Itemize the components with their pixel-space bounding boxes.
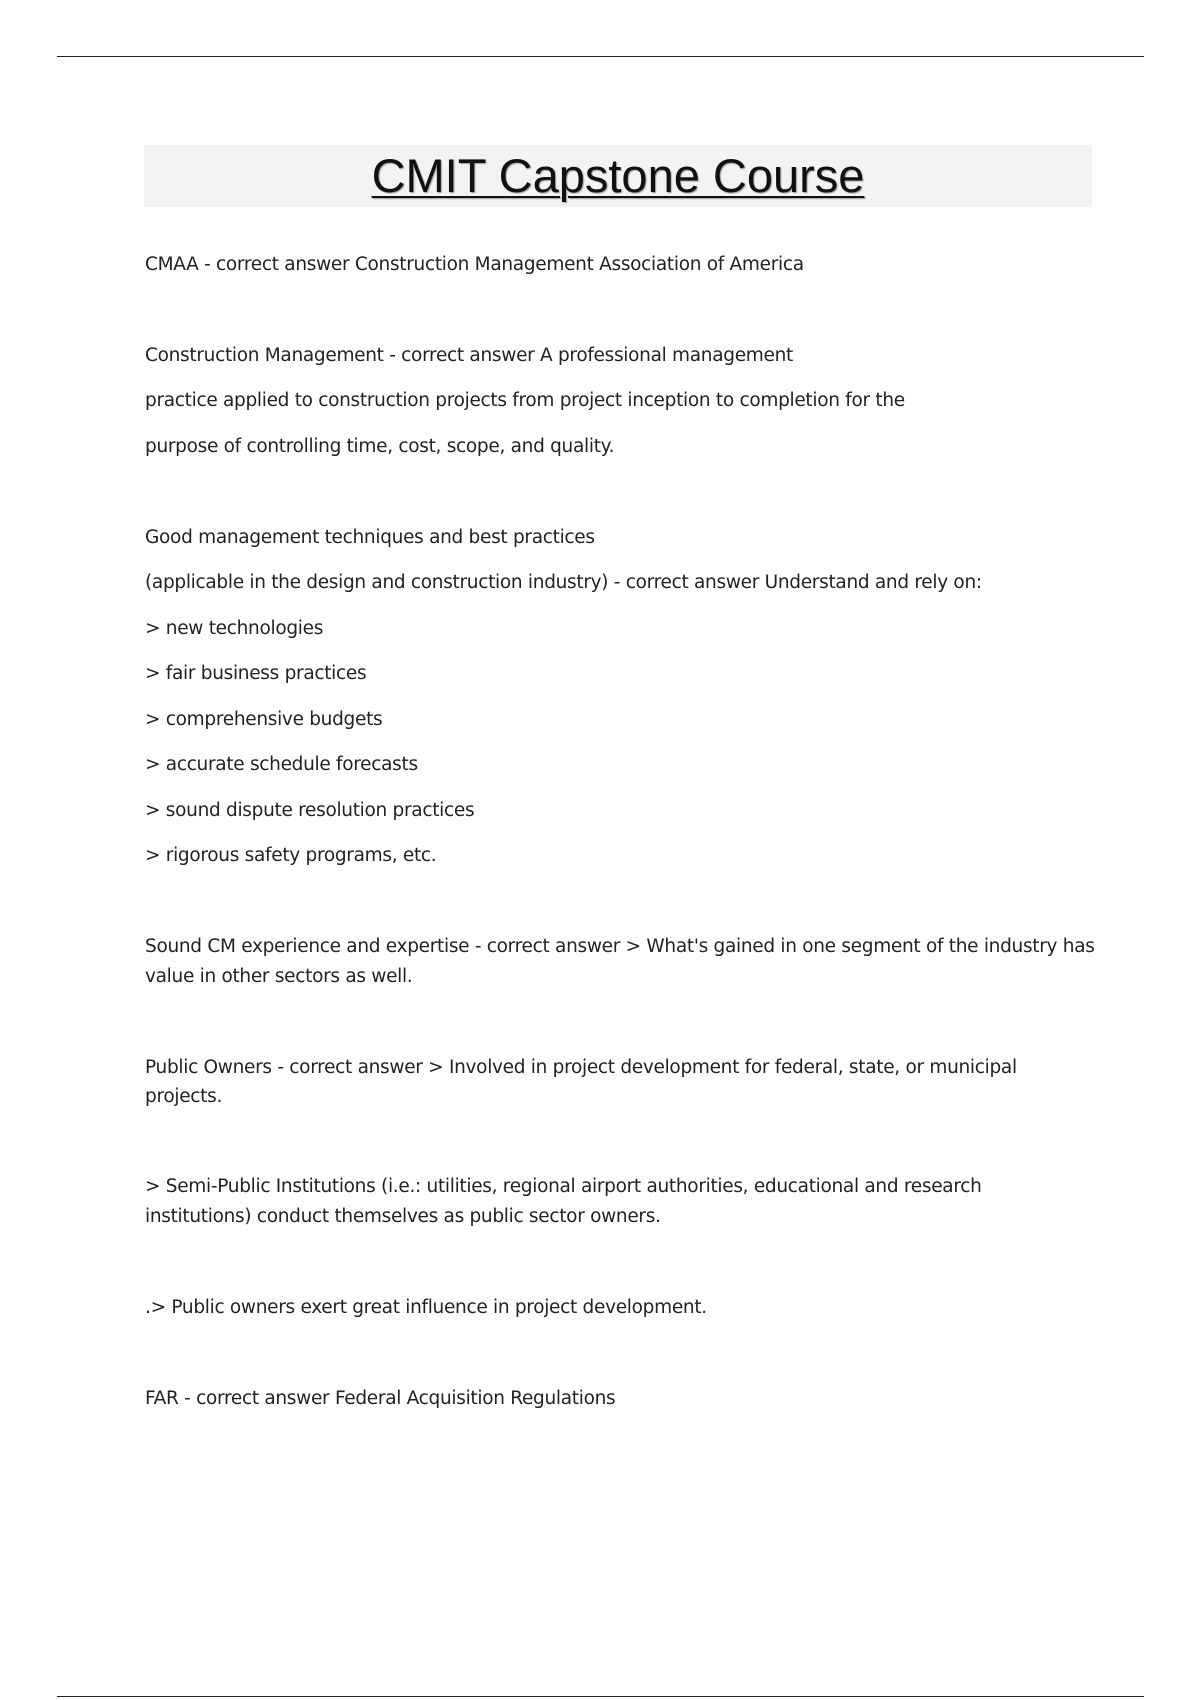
list-item-fair-business: > fair business practices — [145, 663, 367, 684]
entry-semi-public-line-1: > Semi-Public Institutions (i.e.: utilities, regional airport authorities, educational and research — [145, 1176, 982, 1197]
entry-cmaa: CMAA - correct answer Construction Management Association of America — [145, 254, 804, 275]
list-item-schedule: > accurate schedule forecasts — [145, 754, 418, 775]
list-item-dispute: > sound dispute resolution practices — [145, 800, 475, 821]
entry-cm-line-3: purpose of controlling time, cost, scope, and quality. — [145, 436, 615, 457]
page-title: CMIT Capstone Course — [371, 149, 865, 202]
entry-cm-line-2: practice applied to construction projects from project inception to completion for the — [145, 390, 905, 411]
list-item-safety: > rigorous safety programs, etc. — [145, 845, 437, 866]
entry-cm-line-1: Construction Management - correct answer A professional management — [145, 345, 793, 366]
entry-public-owners-line-2: projects. — [145, 1086, 223, 1107]
entry-public-owners-line-1: Public Owners - correct answer > Involved in project development for federal, state, or municipal — [145, 1057, 1017, 1078]
entry-semi-public-line-2: institutions) conduct themselves as public sector owners. — [145, 1206, 661, 1227]
entry-good-mgmt-line-2: (applicable in the design and construction industry) - correct answer Understand and rely on: — [145, 572, 982, 593]
bottom-rule — [57, 1696, 1144, 1697]
list-item-new-technologies: > new technologies — [145, 618, 324, 639]
entry-sound-cm-line-2: value in other sectors as well. — [145, 966, 413, 987]
title-banner — [144, 145, 1092, 207]
top-rule — [57, 56, 1144, 57]
entry-far: FAR - correct answer Federal Acquisition Regulations — [145, 1388, 616, 1409]
list-item-budgets: > comprehensive budgets — [145, 709, 383, 730]
entry-sound-cm-line-1: Sound CM experience and expertise - correct answer > What's gained in one segment of the industry has — [145, 936, 1095, 957]
entry-good-mgmt-line-1: Good management techniques and best practices — [145, 527, 595, 548]
entry-influence: .> Public owners exert great influence in project development. — [145, 1297, 707, 1318]
